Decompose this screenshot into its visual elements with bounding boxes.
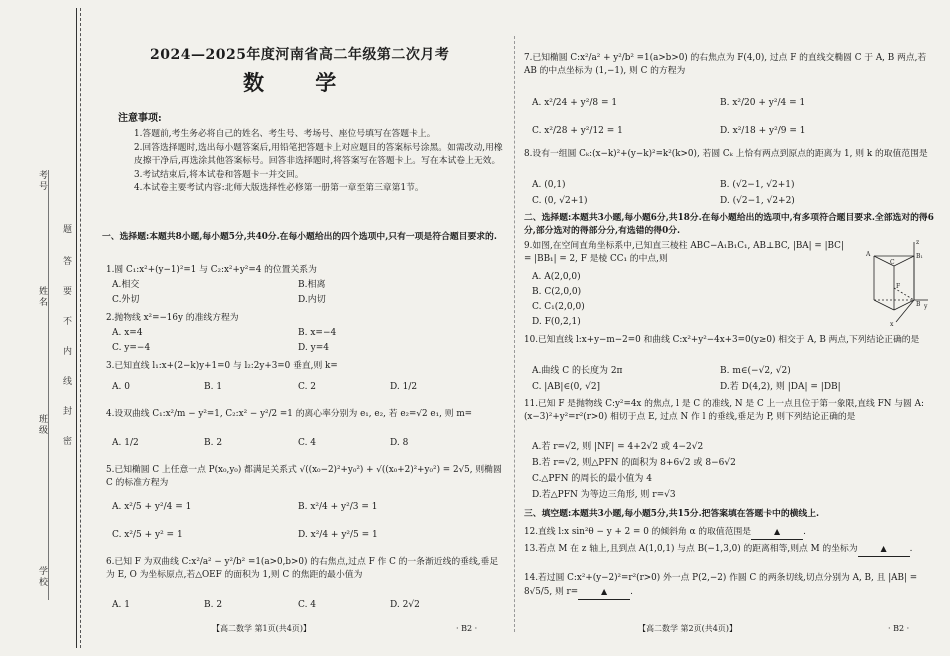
- footer-left: 【高二数学 第1页(共4页)】: [212, 624, 311, 633]
- prism-figure: [860, 238, 930, 330]
- section-3-heading: 三、填空题:本题共3小题,每小题5分,共15分.把答案填在答题卡中的横线上.: [524, 509, 820, 519]
- q9-option-d: D. F(0,2,1): [532, 317, 581, 327]
- blank-marker: ▲: [880, 544, 887, 553]
- seal-char: 封: [63, 407, 73, 417]
- question-4-stem: 4.设双曲线 C₁:x²/m − y²=1, C₂:x² − y²/2 =1 的离心率分别为 e₁, e₂, 若 e₂=√2 e₁, 则 m=: [106, 409, 473, 419]
- left-column: [100, 0, 508, 656]
- q5-option-a: A. x²/5 + y²/4 = 1: [112, 502, 192, 512]
- q8-option-a: A. (0,1): [532, 180, 566, 190]
- section-1-heading: 一、选择题:本题共8小题,每小题5分,共40分.在每小题给出的四个选项中,只有一项是符合题目要求的.: [102, 232, 497, 242]
- q9-option-b: B. C(2,0,0): [532, 287, 582, 297]
- q6-option-d: D. 2√2: [390, 600, 420, 610]
- footer-left-code: · B2 ·: [456, 624, 478, 633]
- exam-title: 2024—2025年度河南省高二年级第二次月考: [150, 47, 450, 63]
- q1-option-a: A.相交: [112, 280, 140, 290]
- name-field-line: [48, 170, 49, 600]
- fig-label-x: x: [890, 321, 894, 328]
- binding-line: [76, 8, 77, 648]
- q7-option-b: B. x²/20 + y²/4 = 1: [720, 98, 806, 108]
- q4-option-b: B. 2: [204, 438, 223, 448]
- column-divider: [514, 36, 515, 632]
- seal-char: 内: [63, 347, 73, 357]
- seal-char: 不: [63, 317, 73, 327]
- question-13-stem: 13.若点 M 在 z 轴上,且到点 A(1,0,1) 与点 B(−1,3,0) 的距离相等,则点 M 的坐标为: [524, 544, 858, 554]
- label-class: 班级: [37, 414, 47, 436]
- q3-option-d: D. 1/2: [390, 382, 418, 392]
- fig-label-b1: B₁: [916, 253, 923, 260]
- edge-cb: [894, 300, 914, 310]
- q8-option-b: B. (√2−1, √2+1): [720, 180, 795, 190]
- q1-option-b: B.相离: [298, 280, 326, 290]
- q11-option-d: D.若△PFN 为等边三角形, 则 r=√3: [532, 490, 676, 500]
- question-9-stem: 9.如图,在空间直角坐标系中,已知直三棱柱 ABC−A₁B₁C₁, AB⊥BC, |BA| = |BC| = |BB₁| = 2, F 是棱 CC₁ 的中点,则: [524, 241, 844, 264]
- q8-option-c: C. (0, √2+1): [532, 196, 588, 206]
- q3-option-b: B. 1: [204, 382, 223, 392]
- q7-option-d: D. x²/18 + y²/9 = 1: [720, 126, 806, 136]
- fig-label-z: z: [916, 239, 920, 246]
- right-column: [520, 0, 940, 656]
- q11-option-c: C.△PFN 的周长的最小值为 4: [532, 474, 652, 484]
- q2-option-a: A. x=4: [112, 328, 143, 338]
- question-6-stem: 6.已知 F 为双曲线 C:x²/a² − y²/b² =1(a>0,b>0) 的右焦点,过点 F 作 C 的一条渐近线的垂线,垂足为 E, O 为坐标原点,若△OEF 的面积为 1,则 C 的焦距的最小值为: [106, 557, 499, 580]
- notice-block: [118, 128, 503, 196]
- q1-option-c: C.外切: [112, 295, 140, 305]
- q10-option-c: C. |AB|∈(0, √2]: [532, 382, 601, 392]
- question-14-stem: 14.若过圆 C:x²+(y−2)²=r²(r>0) 外一点 P(2,−2) 作圆 C 的两条切线,切点分别为 A, B, 且 |AB| = 8√5/5, 则 r=: [524, 573, 918, 597]
- notice-item: 2.回答选择题时,选出每小题答案后,用铅笔把答题卡上对应题目的答案标号涂黑。如需改动,用橡皮擦干净后,再选涂其他答案标号。回答非选择题时,将答案写在答题卡上。写在本试卷上无效。: [134, 142, 503, 166]
- q3-option-c: C. 2: [298, 382, 317, 392]
- binding-dashed-line: [80, 8, 81, 648]
- edge-c1b1: [894, 256, 914, 266]
- question-12: 12.直线 l:x sin²θ − y + 2 = 0 的倾斜角 α 的取值范围是 ▲ .: [524, 525, 938, 540]
- answer-blank: [578, 585, 630, 600]
- q8-option-d: D. (√2−1, √2+2): [720, 196, 795, 206]
- label-name: 姓名: [37, 286, 47, 308]
- q2-option-d: D. y=4: [298, 343, 329, 353]
- q11-option-a: A.若 r=√2, 则 |NF| = 4+2√2 或 4−2√2: [532, 442, 704, 452]
- footer-right-code: · B2 ·: [888, 624, 910, 633]
- answer-blank: [751, 525, 803, 540]
- question-7-stem: 7.已知椭圆 C:x²/a² + y²/b² =1(a>b>0) 的右焦点为 F(4,0), 过点 F 的直线交椭圆 C 于 A, B 两点,若 AB 的中点坐标为 (1,−1), 则 C 的方程为: [524, 53, 927, 76]
- question-13: 13.若点 M 在 z 轴上,且到点 A(1,0,1) 与点 B(−1,3,0) 的距离相等,则点 M 的坐标为 ▲ .: [524, 542, 938, 557]
- q4-option-d: D. 8: [390, 438, 409, 448]
- seal-char: 密: [63, 437, 73, 447]
- q7-option-c: C. x²/28 + y²/12 = 1: [532, 126, 623, 136]
- question-8-stem: 8.设有一组圆 Cₖ:(x−k)²+(y−k)²=k²(k>0), 若圆 Cₖ 上恰有两点到原点的距离为 1, 则 k 的取值范围是: [524, 149, 928, 159]
- label-exam-number: 考号: [37, 170, 47, 192]
- q3-option-a: A. 0: [112, 382, 130, 392]
- q9-option-a: A. A(2,0,0): [532, 272, 581, 282]
- q1-option-d: D.内切: [298, 295, 326, 305]
- notice-item: 1.答题前,考生务必将自己的姓名、考生号、考场号、座位号填写在答题卡上。: [134, 129, 436, 139]
- blank-marker: ▲: [601, 587, 608, 596]
- seal-char: 题: [63, 225, 73, 235]
- q5-option-d: D. x²/4 + y²/5 = 1: [298, 530, 378, 540]
- section-2-heading: 二、选择题:本题共3小题,每小题6分,共18分.在每小题给出的选项中,有多项符合题目要求.全部选对的得6分,部分选对的得部分分,有选错的得0分.: [524, 213, 934, 236]
- q11-option-b: B.若 r=√2, 则△PFN 的面积为 8+6√2 或 8−6√2: [532, 458, 736, 468]
- q2-option-c: C. y=−4: [112, 343, 151, 353]
- subject-title: 数 学: [243, 70, 359, 95]
- blank-marker: ▲: [774, 527, 781, 536]
- q10-option-b: B. m∈(−√2, √2): [720, 366, 791, 376]
- q4-option-c: C. 4: [298, 438, 317, 448]
- label-school: 学校: [37, 566, 47, 588]
- question-10-stem: 10.已知直线 l:x+y−m−2=0 和曲线 C:x²+y²−4x+3=0(y≥0) 相交于 A, B 两点,下列结论正确的是: [524, 335, 920, 345]
- question-3-stem: 3.已知直线 l₁:x+(2−k)y+1=0 与 l₂:2y+3=0 垂直,则 k=: [106, 361, 338, 371]
- fig-label-a: A: [866, 251, 871, 258]
- question-11-stem: 11.已知 F 是抛物线 C:y²=4x 的焦点, l 是 C 的准线, N 是 C 上一点且位于第一象限,直线 FN 与圆 A:(x−3)²+y²=r²(r>0) 相切于点 E, 过点 N 作 l 的垂线,垂足为 P, 则下列结论正确的是: [524, 399, 924, 422]
- q6-option-c: C. 4: [298, 600, 317, 610]
- question-12-stem: 12.直线 l:x sin²θ − y + 2 = 0 的倾斜角 α 的取值范围是: [524, 527, 752, 537]
- axis-x: [896, 300, 914, 322]
- notice-item: 4.本试卷主要考试内容:北师大版选择性必修第一册第一章至第三章第1节。: [134, 183, 424, 193]
- fig-label-b: B: [916, 301, 921, 308]
- notice-heading: 注意事项:: [118, 113, 162, 124]
- q6-option-a: A. 1: [112, 600, 130, 610]
- seal-char: 要: [63, 287, 73, 297]
- answer-blank: [858, 542, 910, 557]
- fig-label-y: y: [924, 303, 928, 310]
- question-5-stem: 5.已知椭圆 C 上任意一点 P(x₀,y₀) 都满足关系式 √((x₀−2)²+y₀²) + √((x₀+2)²+y₀²) = 2√5, 则椭圆 C 的标准方程为: [106, 465, 502, 488]
- notice-item: 3.考试结束后,将本试卷和答题卡一并交回。: [134, 169, 304, 180]
- q5-option-b: B. x²/4 + y²/3 = 1: [298, 502, 378, 512]
- fig-label-c: C: [890, 259, 895, 266]
- q10-option-d: D.若 D(4,2), 则 |DA| = |DB|: [720, 382, 841, 392]
- q5-option-c: C. x²/5 + y² = 1: [112, 530, 183, 540]
- footer-right: 【高二数学 第2页(共4页)】: [638, 624, 737, 633]
- seal-char: 答: [63, 257, 73, 267]
- q9-option-c: C. C₁(2,0,0): [532, 302, 585, 312]
- q4-option-a: A. 1/2: [112, 438, 139, 448]
- question-2-stem: 2.抛物线 x²=−16y 的准线方程为: [106, 313, 239, 323]
- q10-option-a: A.曲线 C 的长度为 2π: [532, 366, 623, 376]
- edge-ac: [874, 300, 894, 310]
- question-14: 14.若过圆 C:x²+(y−2)²=r²(r>0) 外一点 P(2,−2) 作圆 C 的两条切线,切点分别为 A, B, 且 |AB| = 8√5/5, 则 r= ▲ .: [524, 572, 938, 600]
- q2-option-b: B. x=−4: [298, 328, 337, 338]
- question-1-stem: 1.圆 C₁:x²+(y−1)²=1 与 C₂:x²+y²=4 的位置关系为: [106, 265, 317, 275]
- seal-char: 线: [63, 377, 73, 387]
- q6-option-b: B. 2: [204, 600, 223, 610]
- q7-option-a: A. x²/24 + y²/8 = 1: [532, 98, 618, 108]
- fig-label-f: F: [896, 283, 901, 290]
- binding-strip: [0, 0, 100, 656]
